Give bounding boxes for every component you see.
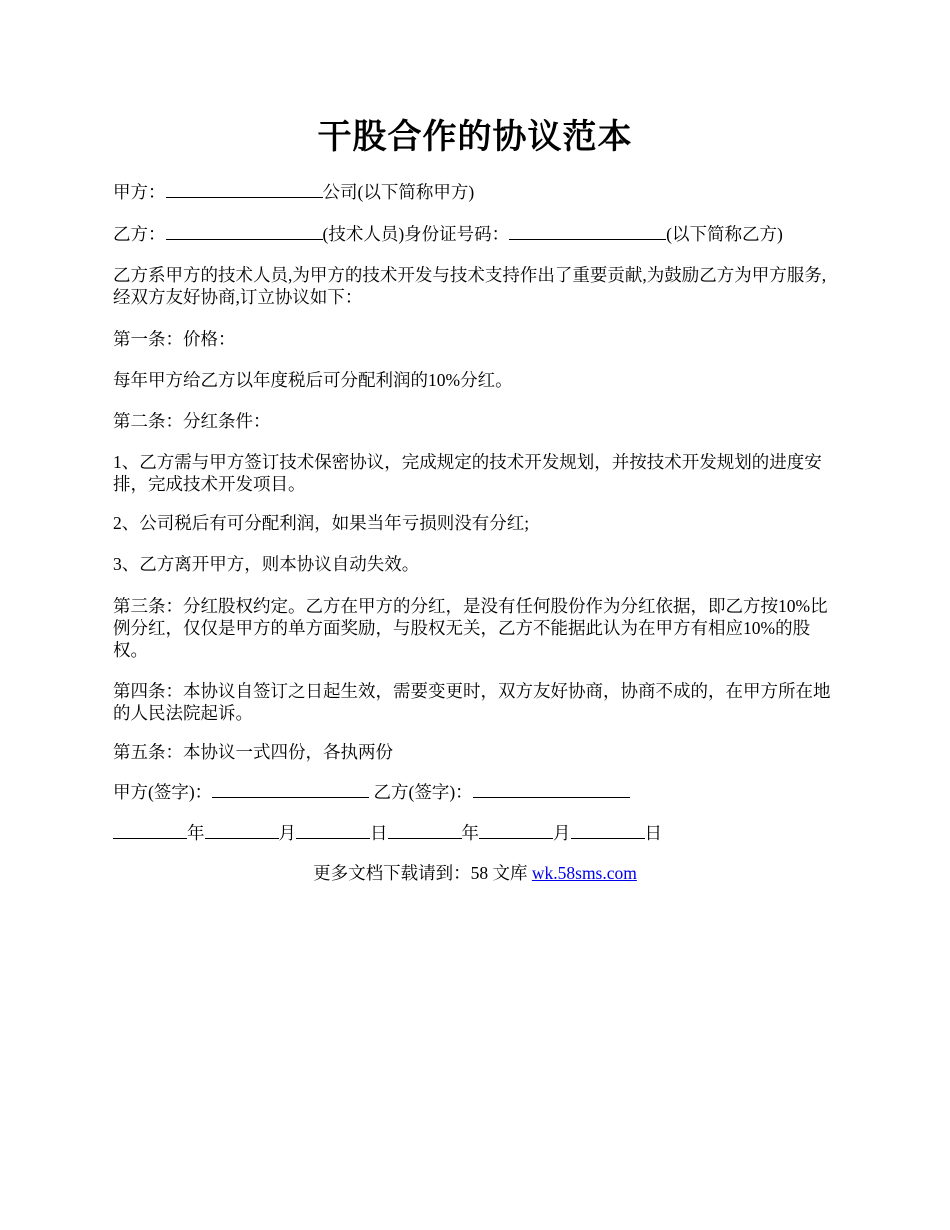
date-line — [113, 822, 841, 844]
party-a-suffix: 公司(以下简称甲方) — [322, 182, 475, 202]
article-1-title: 第一条：价格： — [113, 329, 236, 349]
date-b-day-blank — [571, 823, 645, 839]
party-b-label: 乙方： — [113, 224, 166, 244]
date-a-day-label: 日 — [370, 823, 388, 843]
party-a-line — [113, 181, 841, 203]
footer-text: 更多文档下载请到：58 文库 — [313, 863, 532, 883]
article-2-item-3: 3、乙方离开甲方，则本协议自动失效。 — [113, 554, 420, 574]
date-b-day-label: 日 — [644, 823, 662, 843]
article-4: 第四条：本协议自签订之日起生效，需要变更时，双方友好协商，协商不成的，在甲方所在地的人民法院起诉。 — [113, 681, 831, 723]
date-b-month-label: 月 — [553, 823, 571, 843]
date-a-day-blank — [296, 823, 370, 839]
date-a-year-blank — [113, 823, 187, 839]
party-a-blank — [166, 182, 323, 198]
footer-link[interactable]: wk.58sms.com — [531, 863, 637, 883]
date-a-year-label: 年 — [187, 823, 205, 843]
article-2-item-1: 1、乙方需与甲方签订技术保密协议，完成规定的技术开发规划，并按技术开发规划的进度安排，完成技术开发项目。 — [113, 452, 822, 494]
party-b-name-blank — [166, 224, 323, 240]
article-5: 第五条：本协议一式四份，各执两份 — [113, 742, 393, 762]
party-b-middle: (技术人员)身份证号码： — [322, 224, 510, 244]
date-b-year-label: 年 — [461, 823, 479, 843]
party-b-suffix: (以下简称乙方) — [666, 224, 783, 244]
date-b-month-blank — [479, 823, 553, 839]
party-b-line — [113, 223, 841, 245]
party-a-sign-blank — [212, 782, 369, 798]
article-2-item-2: 2、公司税后有可分配利润，如果当年亏损则没有分红; — [113, 513, 530, 533]
footer — [0, 862, 950, 884]
party-a-sign-label: 甲方(签字)： — [113, 782, 213, 802]
article-3: 第三条：分红股权约定。乙方在甲方的分红，是没有任何股份作为分红依据，即乙方按10%比例分红，仅仅是甲方的单方面奖励，与股权无关，乙方不能据此认为在甲方有相应10%的股权。 — [113, 596, 828, 660]
date-a-month-blank — [205, 823, 279, 839]
party-a-label: 甲方： — [113, 182, 166, 202]
party-b-sign-blank — [473, 782, 630, 798]
party-b-sign-label: 乙方(签字)： — [373, 782, 473, 802]
party-b-id-blank — [509, 224, 666, 240]
date-a-month-label: 月 — [278, 823, 296, 843]
document-title: 干股合作的协议范本 — [317, 117, 633, 157]
date-b-year-blank — [388, 823, 462, 839]
article-1-body: 每年甲方给乙方以年度税后可分配利润的10%分红。 — [113, 370, 513, 390]
article-2-title: 第二条：分红条件： — [113, 411, 271, 431]
signature-line — [113, 781, 841, 803]
intro-paragraph: 乙方系甲方的技术人员,为甲方的技术开发与技术支持作出了重要贡献,为鼓励乙方为甲方服务,经双方友好协商,订立协议如下： — [113, 265, 827, 307]
